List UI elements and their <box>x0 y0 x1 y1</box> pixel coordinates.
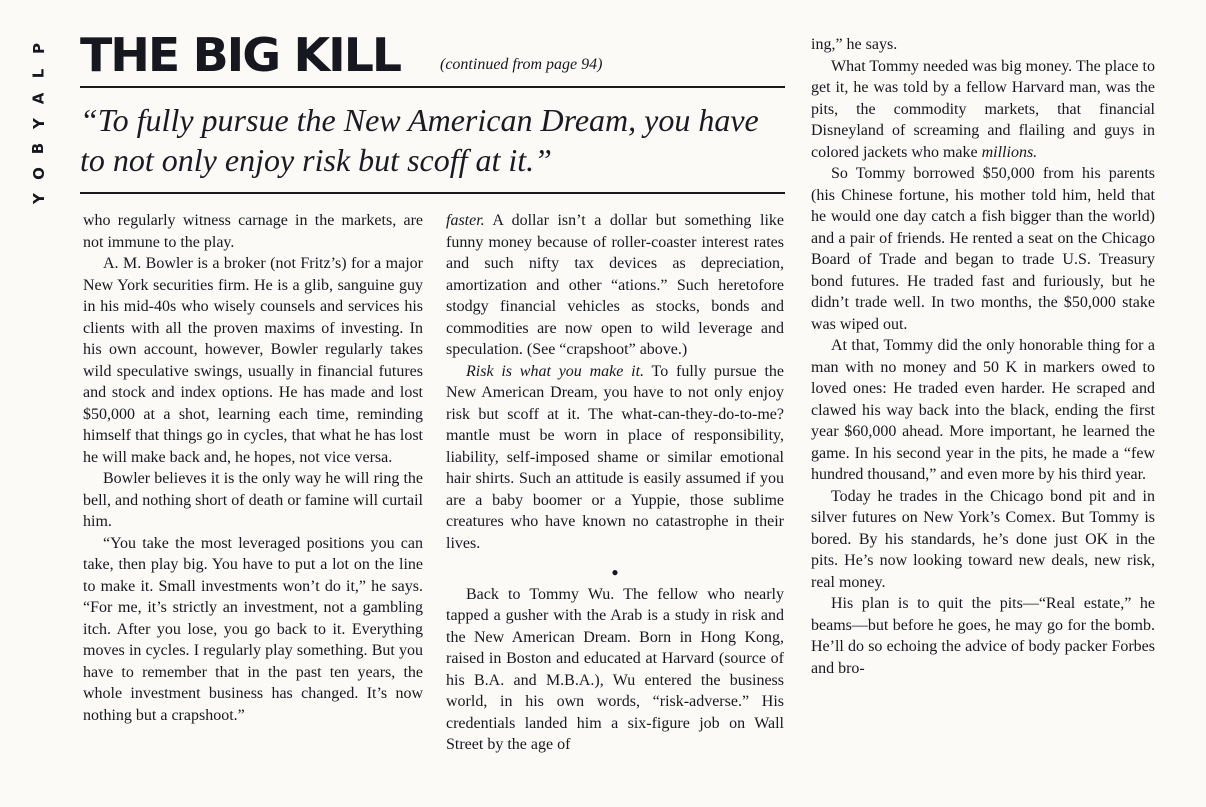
magazine-letter: L <box>29 68 48 79</box>
divider-bottom <box>80 192 785 194</box>
magazine-letter: P <box>29 43 48 54</box>
divider-top <box>80 86 785 88</box>
paragraph: What Tommy needed was big money. The place to get it, he was told by a fellow Harvard man, was the pits, the commodity markets, that financial Disneyland of screaming and flailing and guys in colored jackets who make millions. <box>811 57 1155 161</box>
paragraph: Back to Tommy Wu. The fellow who nearly tapped a gusher with the Arab is a study in risk and the New American Dream. Born in Hong Kong, raised in Boston and educated at Harvard (source of his B.A. and M.B.A.), Wu entered the business world, in his own words, “risk-adverse.” His credentials landed him a six-figure job on Wall Street by the age of <box>446 585 784 753</box>
continued-note: (continued from page 94) <box>440 56 603 73</box>
section-bullet: ● <box>611 565 619 579</box>
paragraph: His plan is to quit the pits—“Real estate,” he beams—but before he goes, he may go for the bomb. He’ll do so echoing the advice of body packer Forbes and bro- <box>811 595 1155 677</box>
italic-lead: Risk is what you make it. <box>466 362 645 380</box>
paragraph: who regularly witness carnage in the markets, are not immune to the play. <box>83 212 423 251</box>
italic-lead: faster. <box>446 212 485 229</box>
paragraph: A. M. Bowler is a broker (not Fritz’s) for a major New York securities firm. He is a glib, sanguine guy in his mid-40s who wisely counsels and services his clients with all the proven maxims of investing. In his own account, however, Bowler regularly takes wild speculative swings, usually in financial futures and stock and index options. He has made and lost $50,000 at a shot, learning each time, reminding himself that things go in cycles, that what he has lost he will make back and, he hopes, not vice versa. <box>83 255 423 466</box>
paragraph: So Tommy borrowed $50,000 from his parents (his Chinese fortune, his mother told him, held that he would one day catch a fish bigger than the world) and a pair of friends. He rented a seat on the Chicago Board of Trade and began to trade U.S. Treasury bond futures. He traded fast and furiously, but he didn’t trade well. In two months, the $50,000 stake was wiped out. <box>811 165 1155 333</box>
paragraph: Today he trades in the Chicago bond pit and in silver futures on New York’s Comex. But Tommy is bored. By his standards, he’s done just OK in the pits. He’s now looking toward new deals, new risk, real money. <box>811 487 1155 591</box>
magazine-letter: A <box>29 92 48 105</box>
magazine-letter: B <box>29 142 48 155</box>
pull-quote: “To fully pursue the New American Dream, you have to not only enjoy risk but scoff at it.” <box>80 102 759 178</box>
paragraph: faster. A dollar isn’t a dollar but something like funny money because of roller-coaster interest rates and such nifty tax devices as depreciation, amortization and other “ations.” Such heretofore stodgy financial vehicles as stocks, bonds and commodities are now open to wild leverage and speculation. (See “crapshoot” above.) <box>446 212 784 358</box>
text-column-2 <box>446 210 784 756</box>
text-column-3 <box>811 34 1155 679</box>
magazine-letter: O <box>29 167 48 180</box>
paragraph: “You take the most leveraged positions you can take, then play big. You have to put a lot on the line to make it. Small investments won’t do it,” he says. “For me, it’s strictly an investment, not a gambling itch. After you lose, you go back to it. Everything moves in cycles. I regularly play something. But you have to remember that in the past ten years, the whole investment business has changed. It’s now nothing but a crapshoot.” <box>83 534 423 724</box>
paragraph: ing,” he says. <box>811 36 898 53</box>
text-column-1 <box>83 210 423 726</box>
paragraph: Bowler believes it is the only way he will ring the bell, and nothing short of death or famine will curtail him. <box>83 470 423 530</box>
magazine-letter: Y <box>29 193 48 204</box>
paragraph: Risk is what you make it. To fully pursue the New American Dream, you have to not only enjoy risk but scoff at it. The what-can-they-do-to-me? mantle must be worn in place of responsibility, liability, self-imposed shame or similar emotional hair shirts. Such an attitude is easily assumed if you are a baby boomer or a Yuppie, those sublime creatures who have known no catastrophe in their lives. <box>446 362 784 552</box>
article-title: THE BIG KILL <box>80 28 400 82</box>
magazine-name-vertical <box>22 36 56 211</box>
article-header <box>80 30 785 80</box>
italic-word: millions. <box>981 143 1038 161</box>
magazine-letter: Y <box>29 118 48 129</box>
paragraph: At that, Tommy did the only honorable thing for a man with no money and 50 K in markers owed to loved ones: He traded even harder. He scraped and clawed his way back into the black, ending the first year $60,000 ahead. More important, he learned the game. In his second year in the pits, he made a “few hundred thousand,” and even more by his third year. <box>811 337 1155 483</box>
